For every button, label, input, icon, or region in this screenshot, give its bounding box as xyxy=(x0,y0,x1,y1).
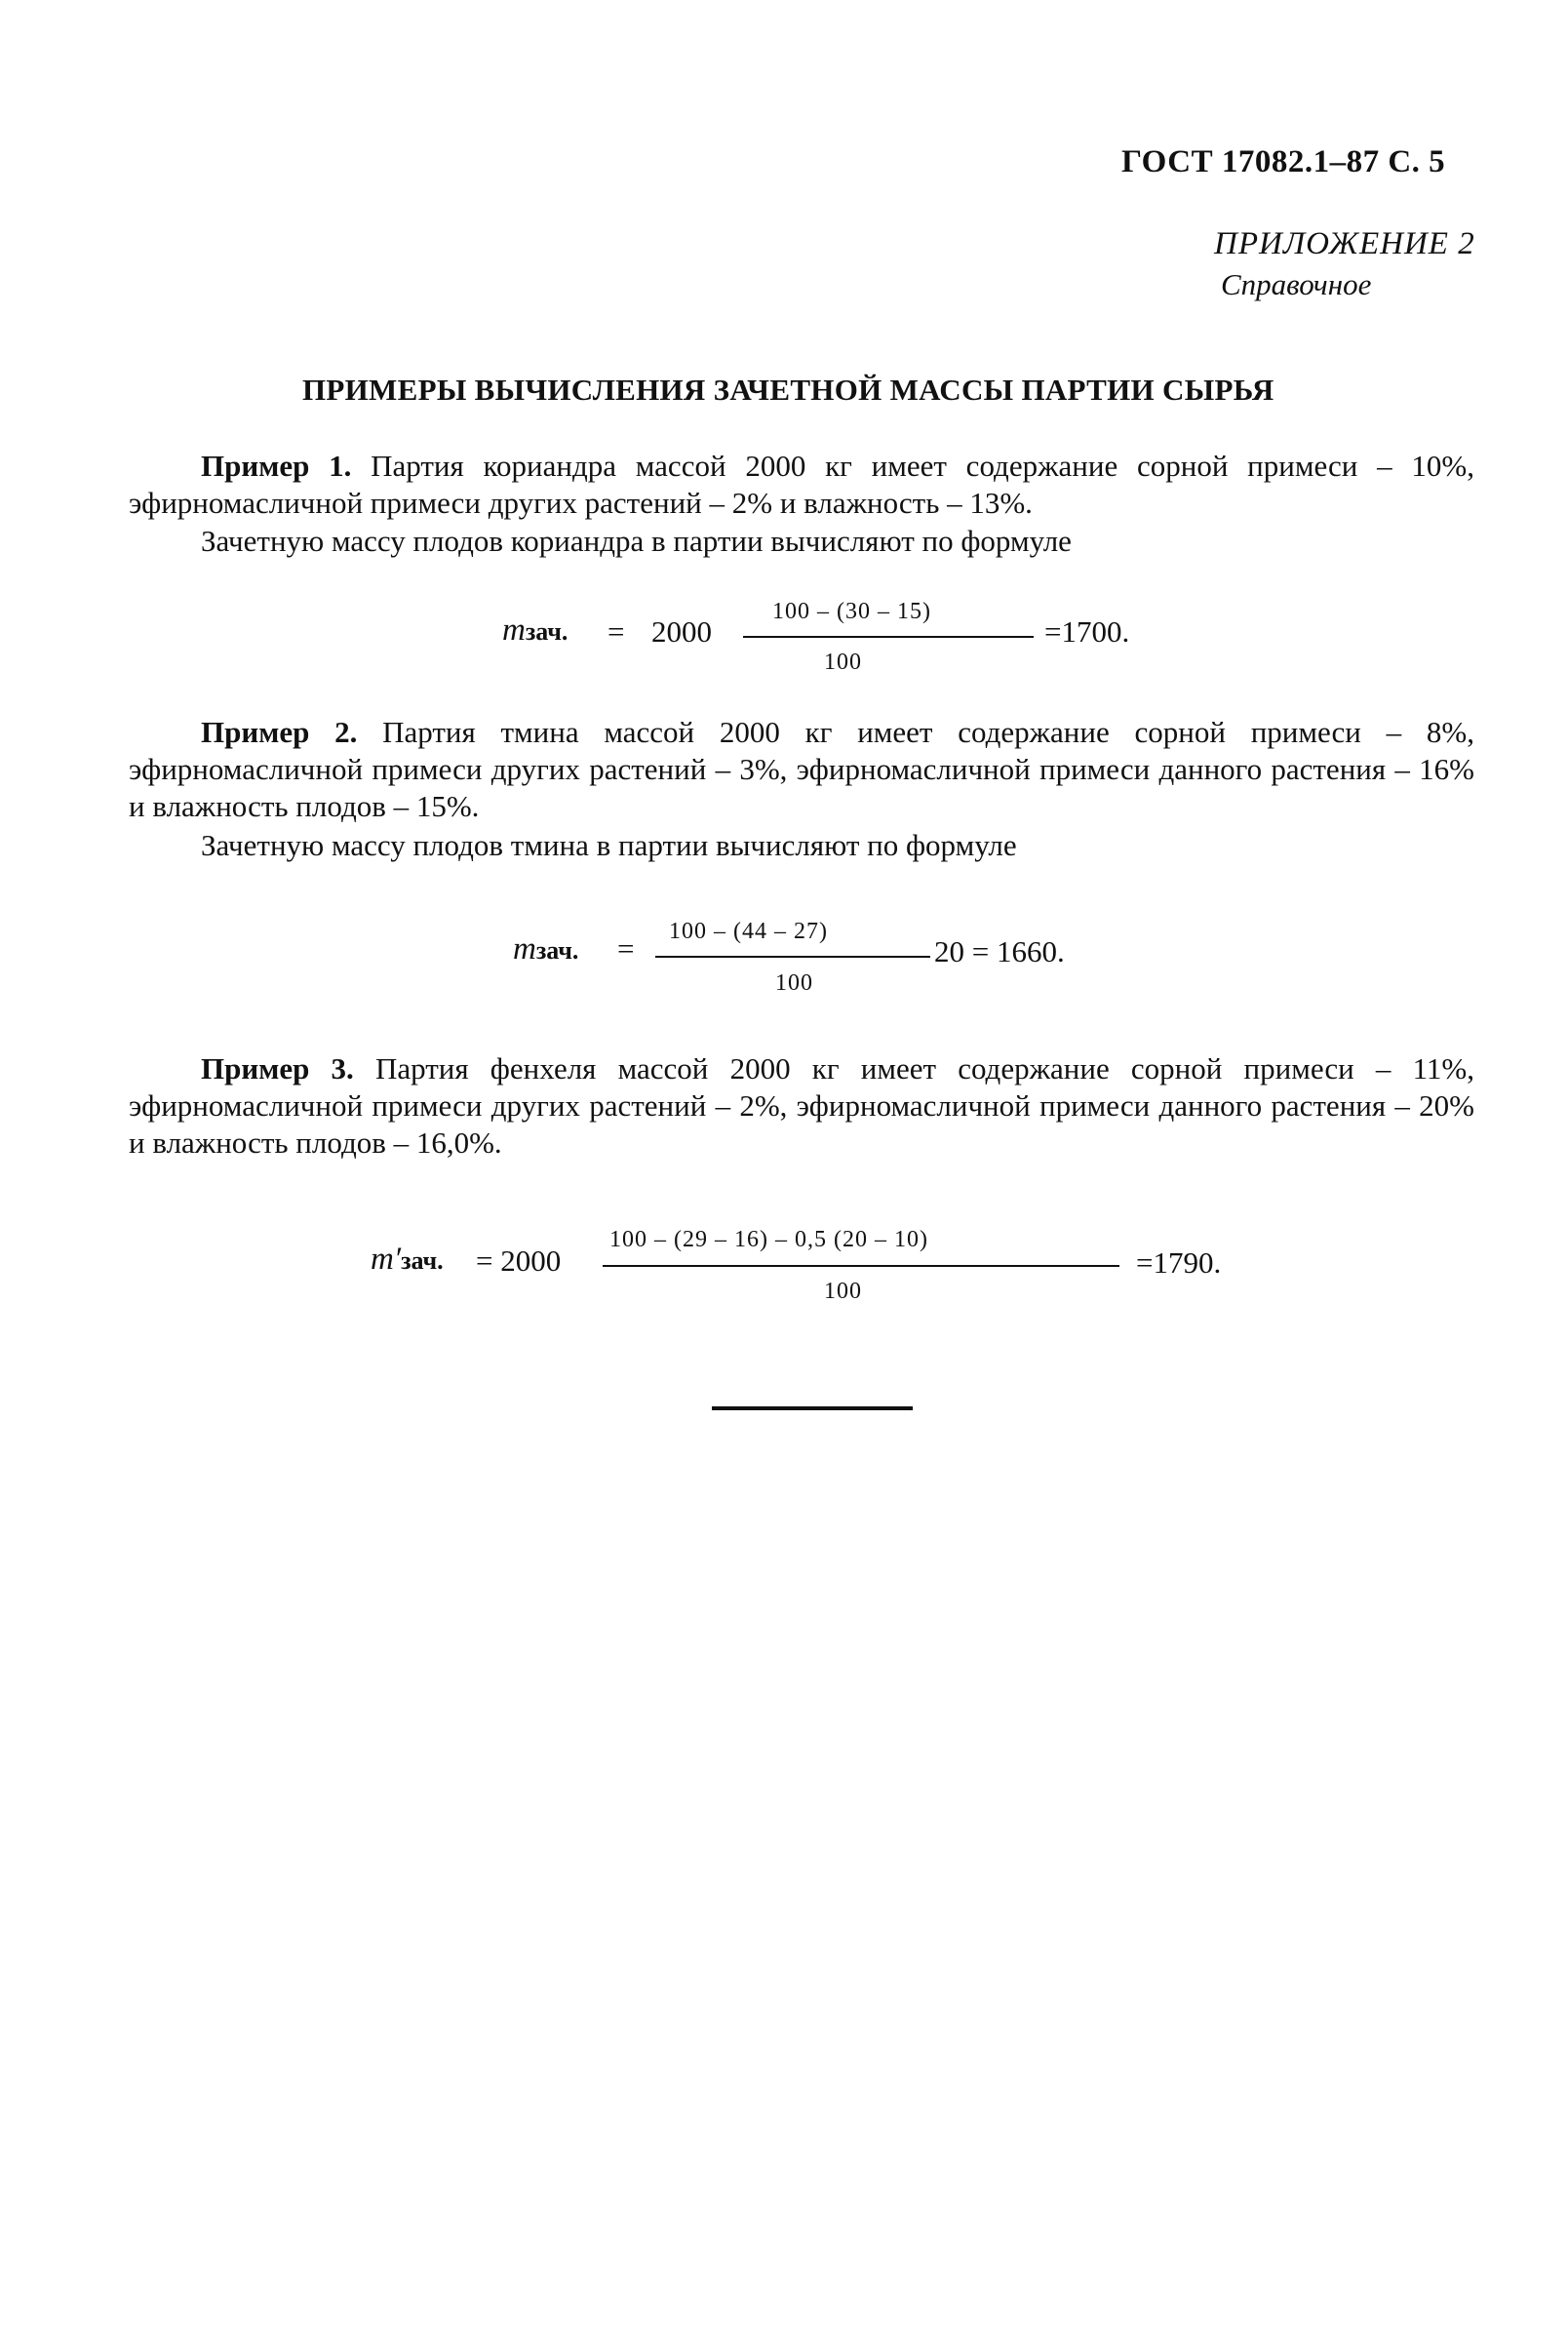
formula1-result: =1700. xyxy=(1044,614,1130,649)
formula3-result: =1790. xyxy=(1136,1245,1222,1280)
end-divider xyxy=(712,1406,913,1410)
example3-paragraph xyxy=(129,1050,1474,1162)
formula1-fraction-bar xyxy=(743,636,1034,638)
formula3-fraction-bar xyxy=(603,1265,1119,1267)
formula1-factor: 2000 xyxy=(651,614,712,649)
formula2-eq: = xyxy=(617,931,635,966)
formula3-eq: = 2000 xyxy=(476,1243,562,1278)
example2-label: Пример 2. xyxy=(201,715,358,749)
formula1-eq: = xyxy=(608,614,625,649)
formula1-symbol: mзач. xyxy=(502,612,568,648)
appendix-label: ПРИЛОЖЕНИЕ 2 xyxy=(1214,226,1475,261)
example2-text: Партия тмина массой 2000 кг имеет содержание сорной примеси – 8%, эфирномасличной примеси других растений – 3%, эфирномасличной примеси данного растения – 16% и влажность плодов – 15%. xyxy=(129,715,1474,823)
example2-lead: Зачетную массу плодов тмина в партии вычисляют по формуле xyxy=(201,828,1017,862)
document-code: ГОСТ 17082.1–87 С. 5 xyxy=(1121,144,1446,179)
formula1-denominator: 100 xyxy=(824,650,862,675)
example1-label: Пример 1. xyxy=(201,449,352,483)
example1-text: Партия кориандра массой 2000 кг имеет содержание сорной примеси – 10%, эфирномасличной примеси других растений – 2% и влажность – 13%. xyxy=(129,449,1474,520)
formula2-denominator: 100 xyxy=(775,970,813,996)
formula2-result: 20 = 1660. xyxy=(934,934,1065,968)
formula2-numerator: 100 – (44 – 27) xyxy=(669,919,828,944)
formula3-symbol: m′зач. xyxy=(371,1242,444,1277)
example1-paragraph xyxy=(129,448,1474,522)
example2-paragraph xyxy=(129,714,1474,825)
example3-label: Пример 3. xyxy=(201,1051,354,1086)
formula3-numerator: 100 – (29 – 16) – 0,5 (20 – 10) xyxy=(609,1227,928,1252)
appendix-type: Справочное xyxy=(1221,267,1372,301)
formula3-denominator: 100 xyxy=(824,1279,862,1304)
example3-text: Партия фенхеля массой 2000 кг имеет содержание сорной примеси – 11%, эфирномасличной примеси других растений – 2%, эфирномасличной примеси данного растения – 20% и влажность плодов – 16,0%. xyxy=(129,1051,1474,1160)
formula2-symbol: mзач. xyxy=(513,931,579,967)
formula2-fraction-bar xyxy=(655,956,930,958)
page-title: ПРИМЕРЫ ВЫЧИСЛЕНИЯ ЗАЧЕТНОЙ МАССЫ ПАРТИИ СЫРЬЯ xyxy=(302,373,1274,407)
example1-lead: Зачетную массу плодов кориандра в партии вычисляют по формуле xyxy=(201,524,1072,558)
formula1-numerator: 100 – (30 – 15) xyxy=(772,599,931,624)
